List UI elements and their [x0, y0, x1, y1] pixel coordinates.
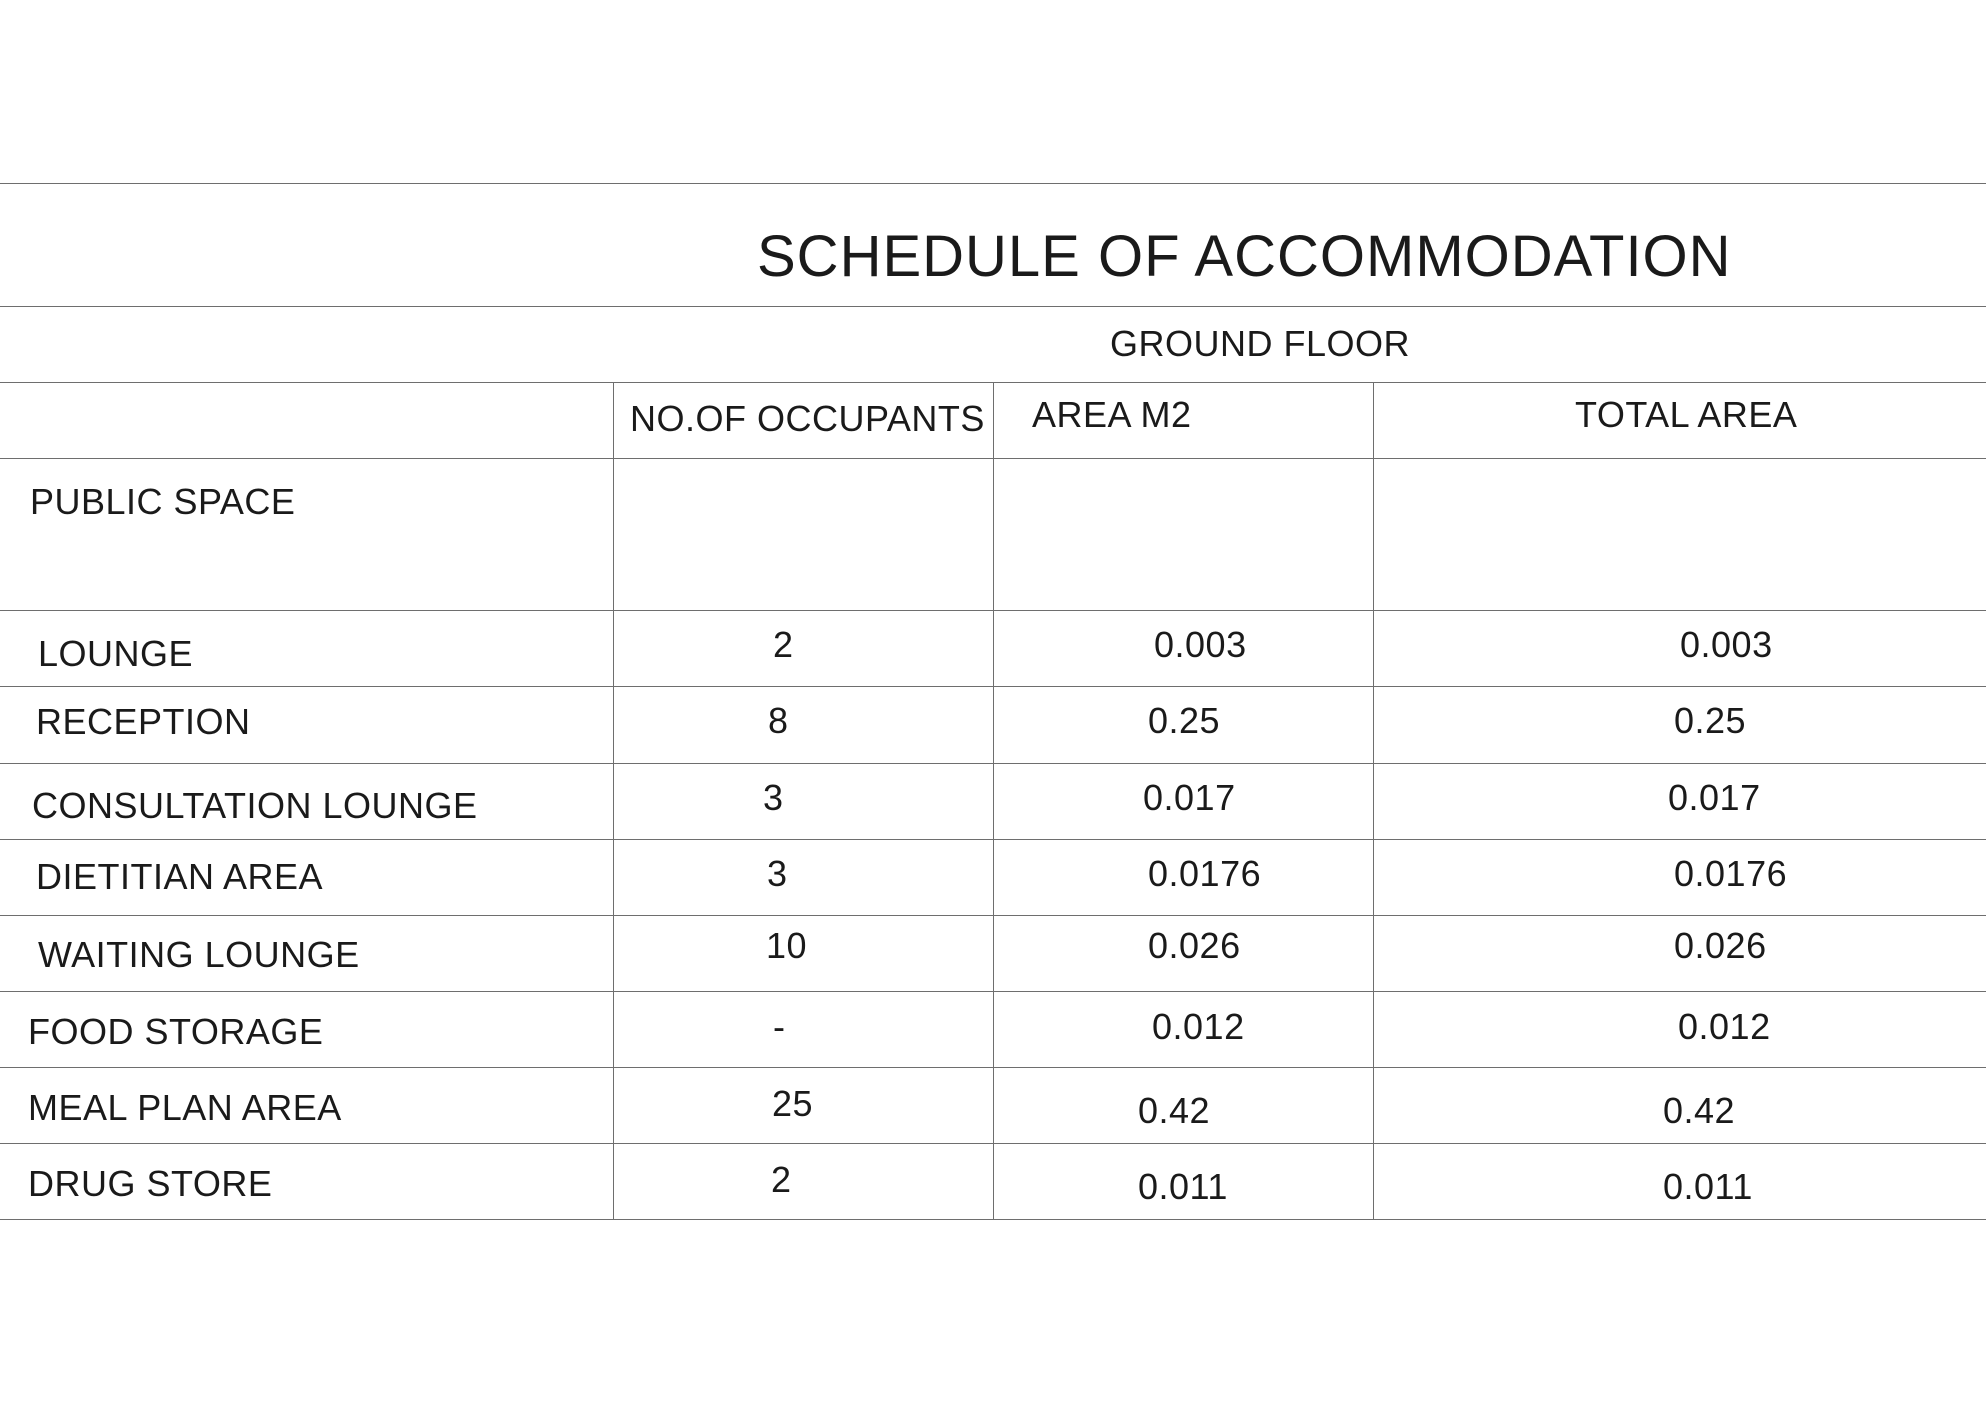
row-name: DRUG STORE: [28, 1163, 273, 1204]
row-area: 0.003: [1154, 624, 1247, 665]
row-occupants: 2: [771, 1159, 792, 1200]
row-area: 0.012: [1152, 1006, 1245, 1047]
row-area: 0.25: [1148, 700, 1221, 741]
header-area: AREA M2: [1032, 394, 1192, 435]
row-area: 0.026: [1148, 925, 1241, 966]
row-total: 0.42: [1663, 1090, 1736, 1131]
row-name: DIETITIAN AREA: [36, 856, 324, 897]
row-occupants: 3: [767, 853, 788, 894]
section-public-space: PUBLIC SPACE: [30, 481, 296, 522]
row-occupants: 25: [772, 1083, 814, 1124]
row-total: 0.012: [1678, 1006, 1771, 1047]
rule-top: [0, 183, 1986, 184]
row-occupants: 10: [766, 925, 808, 966]
row-name: RECEPTION: [36, 701, 251, 742]
row-occupants: 3: [763, 777, 784, 818]
rule-bottom: [0, 1219, 1986, 1220]
rule-below-title: [0, 306, 1986, 307]
header-total-area: TOTAL AREA: [1575, 394, 1798, 435]
row-name: MEAL PLAN AREA: [28, 1087, 342, 1128]
row-area: 0.011: [1138, 1166, 1228, 1207]
row-name: WAITING LOUNGE: [38, 934, 360, 975]
divider-occupants: [613, 382, 614, 1219]
row-total: 0.003: [1680, 624, 1773, 665]
row-occupants: 2: [773, 624, 794, 665]
row-occupants: 8: [768, 700, 789, 741]
row-name: FOOD STORAGE: [28, 1011, 324, 1052]
row-area: 0.42: [1138, 1090, 1211, 1131]
floor-label: GROUND FLOOR: [1110, 323, 1411, 364]
divider-area: [993, 382, 994, 1219]
row-area: 0.017: [1143, 777, 1236, 818]
row-total: 0.0176: [1674, 853, 1788, 894]
row-area: 0.0176: [1148, 853, 1262, 894]
row-total: 0.017: [1668, 777, 1761, 818]
row-name: LOUNGE: [38, 633, 194, 674]
row-total: 0.011: [1663, 1166, 1753, 1207]
row-total: 0.25: [1674, 700, 1747, 741]
row-name: CONSULTATION LOUNGE: [32, 785, 478, 826]
row-total: 0.026: [1674, 925, 1767, 966]
page-title: SCHEDULE OF ACCOMMODATION: [757, 224, 1732, 289]
row-occupants: -: [773, 1006, 786, 1047]
divider-total: [1373, 382, 1374, 1219]
header-occupants: NO.OF OCCUPANTS: [630, 398, 985, 439]
